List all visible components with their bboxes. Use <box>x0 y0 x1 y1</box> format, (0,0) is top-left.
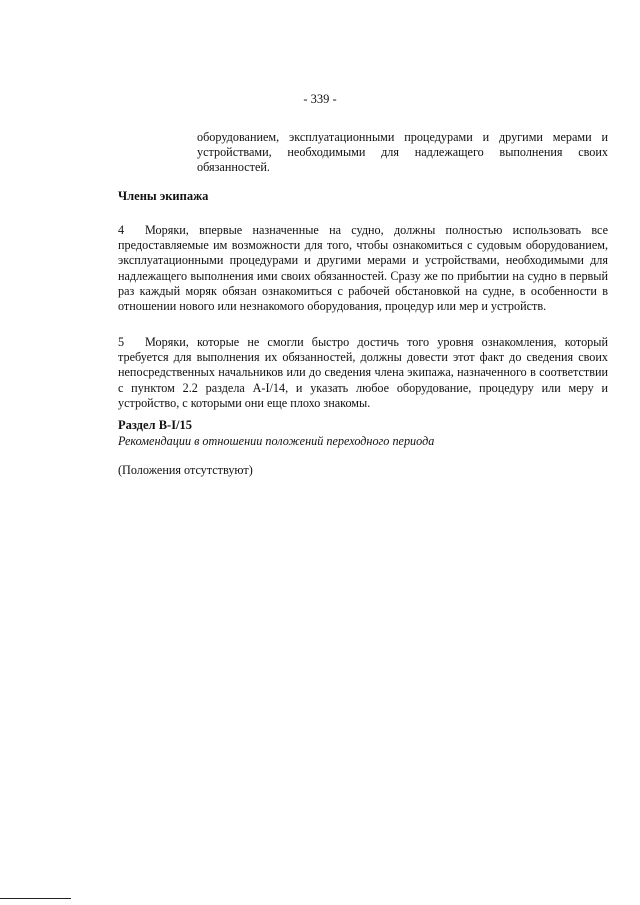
crew-heading: Члены экипажа <box>118 189 209 203</box>
footnote-rule <box>0 898 71 899</box>
no-provisions-note: (Положения отсутствуют) <box>118 463 253 477</box>
page-number: - 339 - <box>303 92 337 106</box>
paragraph-4-number: 4 <box>118 223 125 237</box>
continuation-text: оборудованием, эксплуатационными процедурами и другими мерами и устройствами, необходимыми для надлежащего выполнения своих обязанностей. <box>197 130 608 175</box>
section-subtitle: Рекомендации в отношении положений переходного периода <box>118 434 435 448</box>
paragraph-5 <box>118 335 608 411</box>
paragraph-5-text: Моряки, которые не смогли быстро достичь того уровня ознакомления, который требуется для выполнения их обязанностей, должны довести этот факт до сведения своих непосредственных начальников или до сведения члена экипажа, назначенного в соответствии с пунктом 2.2 раздела A-I/14, и указать любое оборудование, процедуру или меру и устройство, с которыми они еще плохо знакомы. <box>118 335 608 410</box>
paragraph-4 <box>118 223 608 314</box>
paragraph-5-number: 5 <box>118 335 125 349</box>
section-heading: Раздел B-I/15 <box>118 418 193 432</box>
paragraph-4-text: Моряки, впервые назначенные на судно, должны полностью использовать все предоставляемые им возможности для того, чтобы ознакомиться с судовым оборудованием, эксплуатационными процедурами и другими мерами и устройствами, необходимыми для надлежащего выполнения ими своих обязанностей. Сразу же по прибытии на судно в первый раз каждый моряк обязан ознакомиться с рабочей обстановкой на судне, в особенности в отношении нового или незнакомого оборудования, процедур или мер и устройств. <box>118 223 608 314</box>
